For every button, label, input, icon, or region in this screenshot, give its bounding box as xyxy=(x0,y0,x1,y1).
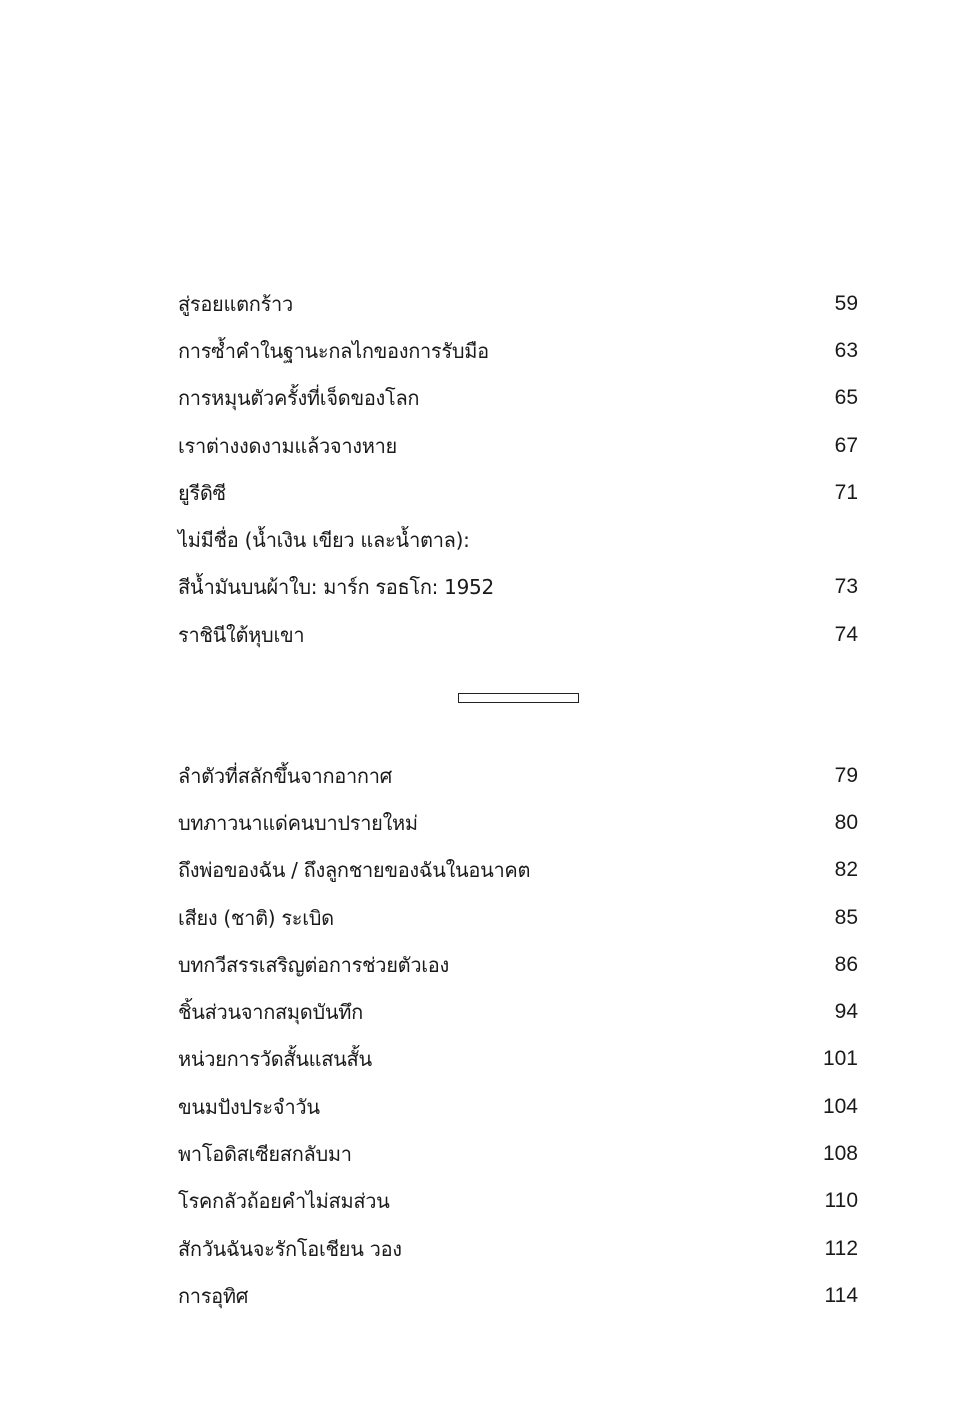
toc-entry-title: เสียง (ชาติ) ระเบิด xyxy=(178,905,334,930)
toc-entry xyxy=(178,469,858,516)
toc-entry-page: 82 xyxy=(834,858,858,882)
toc-entry xyxy=(178,752,858,799)
toc-entry xyxy=(178,894,858,941)
toc-entry-title: บทกวีสรรเสริญต่อการช่วยตัวเอง xyxy=(178,952,449,977)
toc-entry xyxy=(178,1083,858,1130)
toc-entry xyxy=(178,1036,858,1083)
toc-entry-title: ชิ้นส่วนจากสมุดบันทึก xyxy=(178,1000,363,1025)
toc-entry-title: หน่วยการวัดสั้นแสนสั้น xyxy=(178,1047,372,1072)
toc-entry-page: 79 xyxy=(834,763,858,787)
toc-entry xyxy=(178,611,858,658)
toc-entry-title: การหมุนตัวครั้งที่เจ็ดของโลก xyxy=(178,386,420,411)
toc-entry-page: 80 xyxy=(834,810,858,834)
toc-entry xyxy=(178,1178,858,1225)
toc-entry-title: พาโอดิสเซียสกลับมา xyxy=(178,1142,352,1167)
toc-entry-page: 63 xyxy=(834,338,858,362)
toc-entry-title: ลำตัวที่สลักขึ้นจากอากาศ xyxy=(178,763,393,788)
toc-entry-title: ถึงพ่อของฉัน / ถึงลูกชายของฉันในอนาคต xyxy=(178,858,531,883)
toc-entry xyxy=(178,375,858,422)
toc-entry-title: สู่รอยแตกร้าว xyxy=(178,291,293,316)
toc-entry xyxy=(178,799,858,846)
toc-entry-title: เราต่างงดงามแล้วจางหาย xyxy=(178,433,397,458)
toc-entry-page: 86 xyxy=(834,952,858,976)
toc-entry-title: ยูรีดิซี xyxy=(178,480,226,505)
section-divider xyxy=(458,693,579,703)
toc-entry-page: 73 xyxy=(834,575,858,599)
toc-entry-page: 85 xyxy=(834,905,858,929)
toc-entry xyxy=(178,847,858,894)
toc-entry xyxy=(178,280,858,327)
toc-entry-title: การอุทิศ xyxy=(178,1283,249,1308)
toc-entry-page: 59 xyxy=(834,291,858,315)
toc-entry xyxy=(178,1130,858,1177)
toc-entry-page: 108 xyxy=(822,1142,858,1166)
toc-entry-title: ขนมปังประจำวัน xyxy=(178,1094,320,1119)
toc-entry xyxy=(178,564,858,611)
toc-entry-title: ราชินีใต้หุบเขา xyxy=(178,622,305,647)
toc-entry xyxy=(178,422,858,469)
toc-entry-page: 65 xyxy=(834,386,858,410)
toc-section-two xyxy=(178,752,858,1320)
toc-entry-page: 110 xyxy=(824,1189,858,1213)
toc-entry xyxy=(178,988,858,1035)
toc-entry xyxy=(178,941,858,988)
toc-entry-title: โรคกลัวถ้อยคำไม่สมส่วน xyxy=(178,1189,390,1214)
toc-entry-page: 101 xyxy=(822,1047,858,1071)
toc-entry-title: การซ้ำคำในฐานะกลไกของการรับมือ xyxy=(178,338,489,363)
toc-entry-page: 104 xyxy=(822,1094,858,1118)
toc-entry-title: สีน้ำมันบนผ้าใบ: มาร์ก รอธโก: 1952 xyxy=(178,575,494,600)
toc-entry-page: 67 xyxy=(834,433,858,457)
toc-entry-title: ไม่มีชื่อ (น้ำเงิน เขียว และน้ำตาล): xyxy=(178,528,470,553)
toc-entry xyxy=(178,1272,858,1319)
toc-entry xyxy=(178,1225,858,1272)
toc-entry-page: 112 xyxy=(824,1236,858,1260)
toc-entry xyxy=(178,327,858,374)
toc-entry-title: สักวันฉันจะรักโอเชียน วอง xyxy=(178,1236,402,1261)
toc-entry-page: 94 xyxy=(834,1000,858,1024)
toc-entry-page: 114 xyxy=(824,1283,858,1307)
toc-entry-page: 71 xyxy=(834,480,858,504)
toc-entry-page: 74 xyxy=(834,622,858,646)
toc-entry xyxy=(178,516,858,563)
toc-section-one xyxy=(178,280,858,658)
toc-entry-title: บทภาวนาแด่คนบาปรายใหม่ xyxy=(178,810,418,835)
